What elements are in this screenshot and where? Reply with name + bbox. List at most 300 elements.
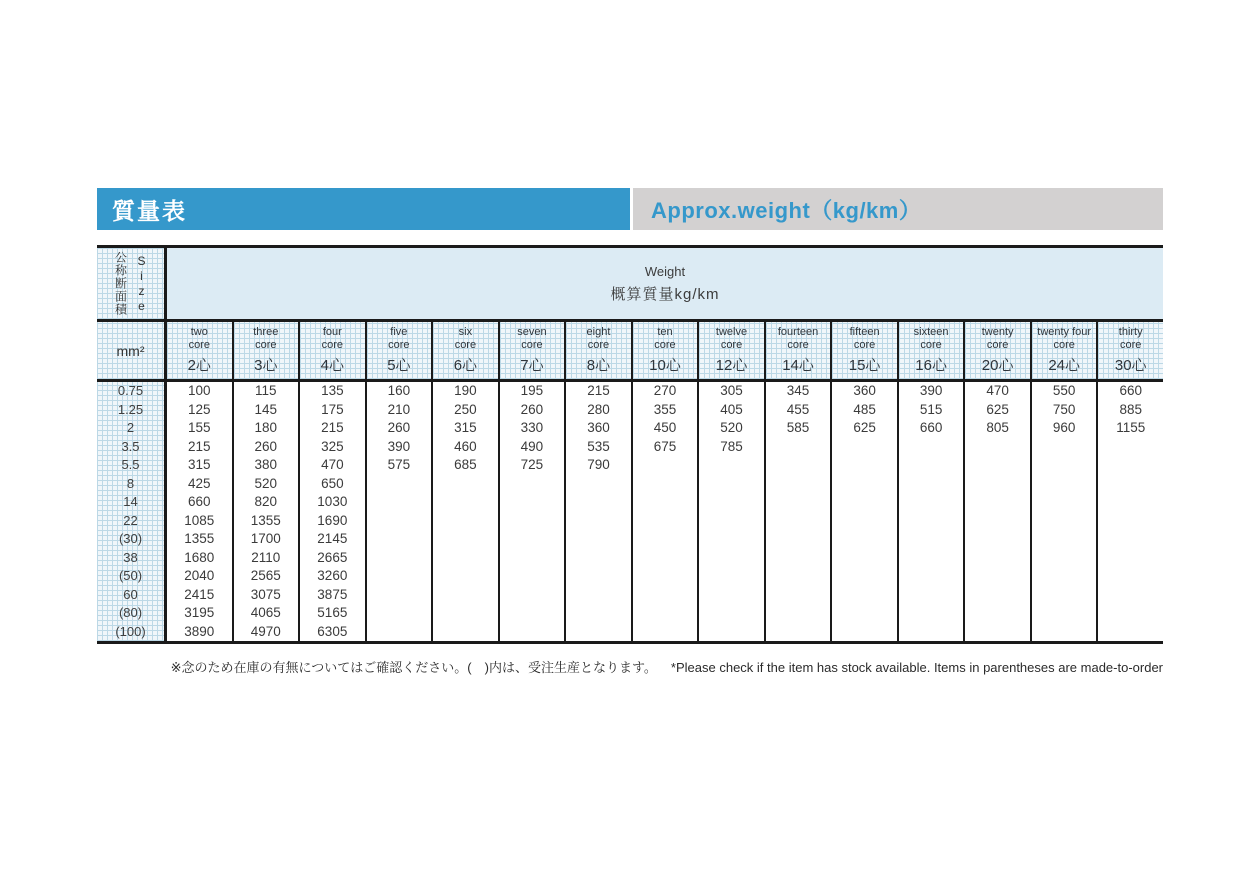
weight-value: 660 <box>1119 383 1142 398</box>
row-label: 5.5 <box>121 457 140 472</box>
size-label-jp: 公称断面積 <box>113 251 128 316</box>
weight-value: 315 <box>188 457 211 472</box>
weight-value <box>965 438 1030 457</box>
weight-value <box>965 475 1030 494</box>
weight-value: 390 <box>919 383 943 398</box>
weight-value <box>367 475 432 494</box>
weight-value: 450 <box>653 420 677 435</box>
core-name-en: twenty four core <box>1037 326 1092 351</box>
core-header-15心 <box>830 322 897 379</box>
weight-value <box>699 530 764 549</box>
table-header-row-cores <box>97 322 1163 382</box>
weight-value: 260 <box>520 401 544 417</box>
weight-value <box>699 493 764 512</box>
weight-value <box>832 475 897 494</box>
weight-value <box>1032 604 1097 623</box>
weight-value <box>899 512 964 531</box>
data-column-30心 <box>1096 382 1163 641</box>
weight-value <box>1098 567 1163 586</box>
core-name-en: twelve core <box>715 326 748 351</box>
weight-value <box>899 586 964 605</box>
weight-value <box>1098 475 1163 494</box>
weight-value <box>1032 586 1097 605</box>
weight-value: 785 <box>720 438 743 454</box>
title-bar-en <box>633 188 1163 230</box>
weight-value: 190 <box>454 383 477 398</box>
weight-value: 260 <box>387 420 411 435</box>
weight-value <box>965 604 1030 623</box>
weight-value <box>433 604 498 623</box>
weight-value <box>500 586 565 605</box>
table-body <box>97 382 1163 641</box>
row-label: 0.75 <box>117 383 144 398</box>
weight-value <box>633 456 698 475</box>
weight-value <box>367 623 432 642</box>
core-name-en: thirty core <box>1118 326 1143 351</box>
weight-label-en: Weight <box>644 263 686 279</box>
weight-value <box>766 549 831 568</box>
row-label: (80) <box>118 605 143 620</box>
weight-value <box>1032 493 1097 512</box>
weight-value: 790 <box>587 457 610 472</box>
weight-value <box>633 493 698 512</box>
weight-value: 3890 <box>184 623 215 639</box>
weight-value: 685 <box>454 457 477 472</box>
core-header-8心 <box>564 322 631 379</box>
weight-value <box>566 586 631 605</box>
core-name-jp: 30心 <box>1114 356 1147 374</box>
weight-value <box>566 623 631 642</box>
weight-value <box>899 623 964 642</box>
weight-value <box>699 623 764 642</box>
weight-value: 360 <box>853 383 876 398</box>
weight-value: 520 <box>254 475 278 491</box>
weight-value <box>1032 623 1097 642</box>
weight-value <box>367 530 432 549</box>
weight-value <box>832 456 897 475</box>
weight-value: 3260 <box>317 568 348 583</box>
weight-value <box>699 456 764 475</box>
weight-value <box>633 623 698 642</box>
core-name-jp: 16心 <box>915 356 947 374</box>
row-label: 8 <box>126 475 135 491</box>
weight-value <box>1032 567 1097 586</box>
weight-value <box>899 475 964 494</box>
core-name-jp: 7心 <box>520 356 544 374</box>
core-name-jp: 12心 <box>715 356 748 374</box>
weight-value: 155 <box>188 420 211 435</box>
weight-value: 660 <box>919 420 943 435</box>
weight-value <box>1098 604 1163 623</box>
data-column-8心 <box>564 382 631 641</box>
weight-table <box>97 245 1163 644</box>
weight-value <box>832 493 897 512</box>
weight-value <box>566 604 631 623</box>
weight-value <box>566 530 631 549</box>
weight-value: 2145 <box>317 531 348 546</box>
core-name-jp: 3心 <box>254 356 278 374</box>
weight-value: 535 <box>587 438 610 454</box>
data-column-2心 <box>164 382 232 641</box>
weight-value: 550 <box>1052 383 1076 398</box>
weight-value: 520 <box>720 420 743 435</box>
weight-value <box>766 567 831 586</box>
weight-value: 1700 <box>250 531 281 546</box>
weight-value <box>699 475 764 494</box>
weight-value <box>965 549 1030 568</box>
weight-value <box>433 530 498 549</box>
page-subtitle: Approx.weight（kg/km） <box>651 197 922 223</box>
weight-value <box>965 530 1030 549</box>
weight-value <box>832 549 897 568</box>
weight-value <box>1032 530 1097 549</box>
core-name-jp: 2心 <box>187 356 211 374</box>
data-column-7心 <box>498 382 565 641</box>
weight-value: 4970 <box>250 623 281 639</box>
weight-value <box>899 530 964 549</box>
weight-value <box>500 623 565 642</box>
core-header-5心 <box>365 322 432 379</box>
weight-value <box>899 438 964 457</box>
row-labels-column <box>97 382 164 641</box>
core-name-en: ten core <box>654 326 676 351</box>
weight-value: 2040 <box>184 568 215 583</box>
weight-value <box>500 604 565 623</box>
weight-value <box>500 549 565 568</box>
weight-value: 455 <box>786 401 810 417</box>
weight-value <box>500 567 565 586</box>
weight-value <box>633 512 698 531</box>
weight-value: 750 <box>1052 401 1076 417</box>
weight-value <box>566 567 631 586</box>
core-header-14心 <box>764 322 831 379</box>
row-label: 3.5 <box>121 438 140 454</box>
core-name-jp: 5心 <box>387 356 411 374</box>
weight-value <box>832 530 897 549</box>
weight-value: 490 <box>520 438 544 454</box>
weight-value <box>1032 438 1097 457</box>
unit-cell: mm² <box>97 322 164 379</box>
weight-value <box>1098 530 1163 549</box>
weight-value: 585 <box>786 420 810 435</box>
weight-value: 1085 <box>184 512 215 528</box>
weight-value: 960 <box>1052 420 1076 435</box>
weight-value: 270 <box>653 383 677 398</box>
weight-value: 280 <box>587 401 610 417</box>
weight-value <box>1098 438 1163 457</box>
row-label: 1.25 <box>117 401 144 417</box>
core-name-jp: 14心 <box>782 356 814 374</box>
weight-value <box>699 586 764 605</box>
weight-value <box>766 586 831 605</box>
weight-value <box>766 512 831 531</box>
core-name-en: fourteen core <box>777 326 819 351</box>
core-name-jp: 4心 <box>320 356 344 374</box>
weight-value <box>832 623 897 642</box>
weight-value <box>699 512 764 531</box>
core-name-en: twenty core <box>981 326 1014 351</box>
weight-value: 885 <box>1119 401 1142 417</box>
weight-value: 1690 <box>317 512 348 528</box>
core-header-20心 <box>963 322 1030 379</box>
weight-value: 135 <box>321 383 344 398</box>
core-name-jp: 15心 <box>848 356 881 374</box>
weight-value: 160 <box>387 383 411 398</box>
weight-value: 1355 <box>184 531 215 546</box>
weight-value: 125 <box>188 401 211 417</box>
weight-value <box>1098 586 1163 605</box>
core-name-en: fifteen core <box>849 326 880 351</box>
weight-value: 425 <box>188 475 211 491</box>
core-header-12心 <box>697 322 764 379</box>
weight-value: 3195 <box>184 605 215 620</box>
core-header-16心 <box>897 322 964 379</box>
weight-value <box>433 586 498 605</box>
weight-value <box>965 623 1030 642</box>
core-header-24心 <box>1030 322 1097 379</box>
weight-value <box>433 512 498 531</box>
weight-value: 725 <box>520 457 544 472</box>
weight-value <box>766 475 831 494</box>
weight-value: 345 <box>786 383 810 398</box>
weight-value <box>1098 549 1163 568</box>
weight-value: 4065 <box>250 605 281 620</box>
weight-value: 405 <box>720 401 743 417</box>
weight-value: 515 <box>919 401 943 417</box>
core-name-en: eight core <box>586 326 611 351</box>
weight-value <box>766 530 831 549</box>
weight-value <box>699 567 764 586</box>
data-column-3心 <box>232 382 299 641</box>
weight-value: 625 <box>986 401 1009 417</box>
weight-value <box>699 604 764 623</box>
weight-header-cell <box>164 248 1163 319</box>
weight-value: 380 <box>254 457 278 472</box>
core-name-en: six core <box>454 326 477 351</box>
core-name-en: three core <box>253 326 279 351</box>
weight-value: 675 <box>653 438 677 454</box>
weight-value: 1680 <box>184 549 215 565</box>
weight-value <box>699 549 764 568</box>
data-column-12心 <box>697 382 764 641</box>
core-name-jp: 6心 <box>453 356 478 374</box>
data-column-20心 <box>963 382 1030 641</box>
weight-value <box>1032 512 1097 531</box>
row-label: 60 <box>123 586 138 602</box>
weight-value: 195 <box>520 383 544 398</box>
weight-value <box>633 586 698 605</box>
core-header-10心 <box>631 322 698 379</box>
data-column-16心 <box>897 382 964 641</box>
weight-value <box>633 567 698 586</box>
weight-value: 2565 <box>250 568 281 583</box>
weight-value <box>766 604 831 623</box>
weight-value <box>633 604 698 623</box>
weight-value: 145 <box>254 401 278 417</box>
weight-value <box>500 493 565 512</box>
weight-value: 390 <box>387 438 411 454</box>
row-label: 14 <box>123 494 138 509</box>
weight-value <box>965 567 1030 586</box>
size-label-en: Size <box>134 253 149 314</box>
row-label: 22 <box>123 512 138 528</box>
weight-value: 175 <box>321 401 344 417</box>
weight-value <box>965 493 1030 512</box>
weight-value <box>500 512 565 531</box>
weight-value <box>433 475 498 494</box>
core-name-en: two core <box>188 326 210 351</box>
weight-value <box>832 567 897 586</box>
weight-value <box>566 475 631 494</box>
weight-value: 360 <box>587 420 610 435</box>
weight-value <box>367 549 432 568</box>
core-name-en: five core <box>388 326 410 351</box>
row-label: 2 <box>126 420 135 435</box>
weight-value: 6305 <box>317 623 348 639</box>
weight-value <box>500 530 565 549</box>
weight-value <box>766 623 831 642</box>
weight-value: 2415 <box>184 586 215 602</box>
weight-value: 355 <box>653 401 677 417</box>
weight-value: 180 <box>254 420 278 435</box>
weight-value <box>367 604 432 623</box>
data-column-6心 <box>431 382 498 641</box>
weight-value <box>1032 475 1097 494</box>
weight-value <box>566 549 631 568</box>
weight-value <box>367 567 432 586</box>
weight-value: 625 <box>853 420 876 435</box>
weight-value <box>633 549 698 568</box>
weight-value <box>766 456 831 475</box>
weight-value <box>899 549 964 568</box>
weight-value <box>832 586 897 605</box>
weight-value <box>832 604 897 623</box>
weight-value <box>633 475 698 494</box>
weight-value <box>433 623 498 642</box>
core-name-jp: 24心 <box>1048 356 1081 374</box>
data-column-24心 <box>1030 382 1097 641</box>
weight-value <box>899 567 964 586</box>
page-title: 質量表 <box>112 197 187 224</box>
core-name-jp: 8心 <box>586 356 611 374</box>
row-label: (50) <box>118 568 143 583</box>
core-header-4心 <box>298 322 365 379</box>
weight-value: 210 <box>387 401 411 417</box>
weight-value: 260 <box>254 438 278 454</box>
weight-value <box>899 456 964 475</box>
weight-value <box>1098 512 1163 531</box>
weight-value <box>433 549 498 568</box>
weight-value: 215 <box>321 420 344 435</box>
weight-value: 3075 <box>250 586 281 602</box>
weight-value: 115 <box>255 383 277 398</box>
weight-value: 1155 <box>1116 420 1146 435</box>
weight-value: 820 <box>254 494 278 509</box>
weight-value <box>1032 456 1097 475</box>
data-column-10心 <box>631 382 698 641</box>
weight-value <box>1032 549 1097 568</box>
weight-value <box>1098 623 1163 642</box>
weight-value <box>832 512 897 531</box>
footnote <box>97 657 1163 676</box>
core-name-en: sixteen core <box>913 326 949 351</box>
weight-value: 650 <box>321 475 344 491</box>
weight-value: 470 <box>986 383 1009 398</box>
row-label: 38 <box>123 549 138 565</box>
weight-value <box>500 475 565 494</box>
footnote-jp: ※念のため在庫の有無についてはご確認ください。( )内は、受注生産となります。 <box>170 660 657 675</box>
core-header-7心 <box>498 322 565 379</box>
weight-value: 660 <box>188 494 211 509</box>
weight-value: 250 <box>454 401 477 417</box>
weight-value <box>367 493 432 512</box>
title-bar-jp <box>97 188 630 230</box>
weight-value <box>965 512 1030 531</box>
weight-value: 215 <box>188 438 211 454</box>
data-column-15心 <box>830 382 897 641</box>
core-name-en: seven core <box>517 326 547 351</box>
weight-value <box>367 512 432 531</box>
weight-value <box>566 512 631 531</box>
weight-value <box>633 530 698 549</box>
weight-value: 330 <box>520 420 544 435</box>
weight-value <box>899 493 964 512</box>
weight-value: 3875 <box>317 586 348 602</box>
weight-value: 1355 <box>250 512 281 528</box>
table-header-row-weight <box>97 248 1163 322</box>
weight-value: 470 <box>321 457 344 472</box>
weight-value: 2665 <box>317 549 348 565</box>
core-name-jp: 10心 <box>649 356 681 374</box>
weight-value: 325 <box>321 438 344 454</box>
data-column-5心 <box>365 382 432 641</box>
weight-value <box>899 604 964 623</box>
core-header-3心 <box>232 322 299 379</box>
weight-value: 215 <box>587 383 610 398</box>
weight-value <box>965 586 1030 605</box>
core-name-jp: 20心 <box>981 356 1014 374</box>
weight-value <box>433 493 498 512</box>
data-column-14心 <box>764 382 831 641</box>
weight-value <box>1098 456 1163 475</box>
row-label: (100) <box>115 623 146 639</box>
weight-value: 5165 <box>317 605 348 620</box>
weight-value: 805 <box>986 420 1009 435</box>
weight-value <box>566 493 631 512</box>
weight-value <box>766 438 831 457</box>
weight-value <box>965 456 1030 475</box>
weight-value: 315 <box>454 420 477 435</box>
core-name-en: four core <box>321 326 344 351</box>
weight-value <box>832 438 897 457</box>
core-header-30心 <box>1096 322 1163 379</box>
core-header-6心 <box>431 322 498 379</box>
weight-value <box>367 586 432 605</box>
weight-value: 460 <box>454 438 477 454</box>
weight-value <box>766 493 831 512</box>
footnote-en: *Please check if the item has stock available. Items in parentheses are made-to-order <box>670 660 1163 675</box>
weight-value: 1030 <box>317 494 348 509</box>
weight-value: 485 <box>853 401 876 417</box>
size-corner-cell <box>97 248 164 319</box>
weight-value: 2110 <box>251 549 281 565</box>
weight-value: 575 <box>387 457 411 472</box>
core-header-2心 <box>164 322 232 379</box>
weight-label-jp: 概算質量kg/km <box>610 285 720 303</box>
row-label: (30) <box>118 531 143 546</box>
weight-value <box>433 567 498 586</box>
weight-value: 305 <box>720 383 743 398</box>
